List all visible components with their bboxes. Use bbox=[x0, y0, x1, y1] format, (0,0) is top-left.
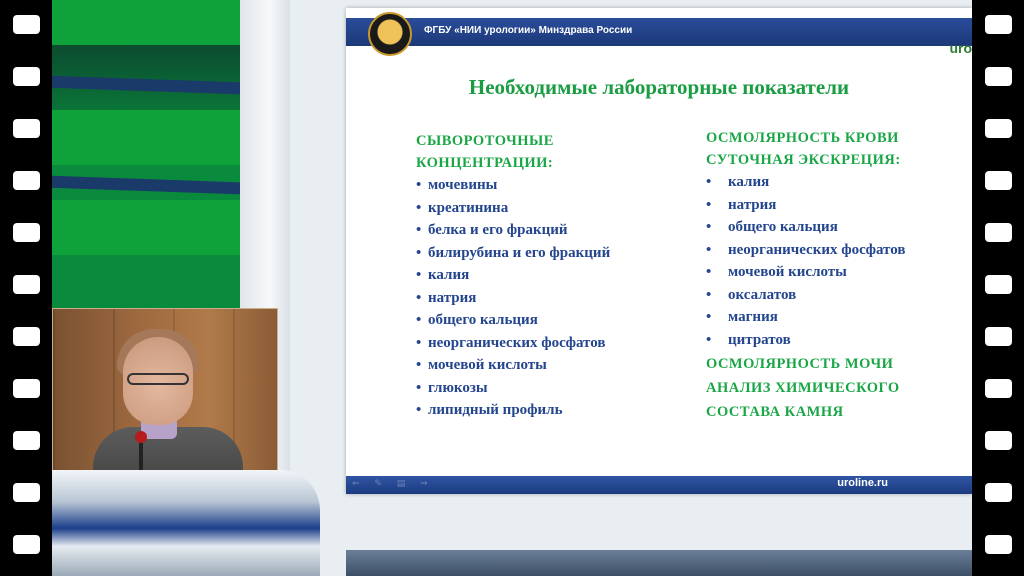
film-hole bbox=[985, 15, 1012, 34]
bullet: • bbox=[416, 199, 422, 216]
film-hole bbox=[985, 483, 1012, 502]
list-item bbox=[706, 194, 905, 217]
film-hole bbox=[13, 535, 40, 554]
right-column bbox=[706, 127, 905, 423]
studio-desk bbox=[52, 470, 320, 576]
film-hole bbox=[985, 223, 1012, 242]
film-hole bbox=[985, 535, 1012, 554]
bullet: • bbox=[416, 334, 422, 351]
list-item bbox=[416, 264, 610, 287]
film-hole bbox=[13, 223, 40, 242]
list-item-text: неорганических фосфатов bbox=[728, 241, 906, 258]
film-hole bbox=[13, 483, 40, 502]
film-strip-left bbox=[0, 0, 52, 576]
film-strip-right bbox=[972, 0, 1024, 576]
bullet: • bbox=[706, 241, 712, 258]
bullet: • bbox=[416, 379, 422, 396]
bullet: • bbox=[416, 312, 422, 328]
list-item bbox=[416, 174, 610, 197]
list-item-text: мочевой кислоты bbox=[428, 357, 547, 373]
list-item bbox=[416, 377, 610, 400]
list-item bbox=[416, 309, 610, 332]
bullet: • bbox=[416, 357, 422, 373]
right-heading: ОСМОЛЯРНОСТЬ КРОВИ bbox=[706, 130, 899, 146]
list-item-text: липидный профиль bbox=[428, 402, 563, 418]
list-item-text: креатинина bbox=[428, 199, 509, 216]
list-item bbox=[416, 242, 610, 265]
list-item bbox=[416, 332, 610, 355]
film-hole bbox=[985, 171, 1012, 190]
film-hole bbox=[13, 67, 40, 86]
film-hole bbox=[13, 171, 40, 190]
list-item-text: общего кальция bbox=[428, 312, 538, 328]
list-item-text: магния bbox=[728, 309, 778, 325]
list-item bbox=[706, 216, 905, 239]
glasses-icon bbox=[127, 373, 189, 385]
list-item bbox=[706, 306, 905, 329]
list-item-text: калия bbox=[428, 267, 470, 283]
list-item-text: глюкозы bbox=[428, 379, 488, 396]
bullet: • bbox=[706, 196, 712, 213]
list-item-text: калия bbox=[728, 174, 770, 190]
site-url: uroline.ru bbox=[837, 477, 888, 489]
list-item bbox=[706, 329, 905, 352]
film-hole bbox=[13, 15, 40, 34]
slide-nav-controls-icon[interactable]: ⇐ ✎ ▤ ⇒ bbox=[352, 479, 434, 489]
bullet: • bbox=[706, 286, 712, 303]
right-heading: СОСТАВА КАМНЯ bbox=[706, 404, 844, 420]
bullet: • bbox=[416, 244, 422, 261]
list-item-text: оксалатов bbox=[728, 286, 797, 303]
film-hole bbox=[985, 327, 1012, 346]
film-hole bbox=[985, 275, 1012, 294]
bullet: • bbox=[416, 222, 422, 238]
list-item bbox=[416, 354, 610, 377]
list-item-text: натрия bbox=[428, 289, 477, 306]
right-heading: ОСМОЛЯРНОСТЬ МОЧИ bbox=[706, 356, 894, 372]
film-hole bbox=[13, 327, 40, 346]
list-item-text: мочевины bbox=[428, 177, 498, 193]
list-item-text: натрия bbox=[728, 196, 777, 213]
film-hole bbox=[13, 431, 40, 450]
bullet: • bbox=[706, 309, 712, 325]
slide-bottom-strip bbox=[346, 550, 972, 576]
film-hole bbox=[13, 275, 40, 294]
film-hole bbox=[985, 119, 1012, 138]
bullet: • bbox=[706, 219, 712, 235]
list-item-text: цитратов bbox=[728, 331, 791, 348]
bullet: • bbox=[416, 402, 422, 418]
list-item-text: белка и его фракций bbox=[428, 222, 568, 238]
right-heading: СУТОЧНАЯ ЭКСКРЕЦИЯ: bbox=[706, 152, 901, 168]
list-item-text: неорганических фосфатов bbox=[428, 334, 606, 351]
microphone-icon bbox=[135, 431, 147, 443]
list-item bbox=[706, 239, 905, 262]
slide-footer-bar bbox=[346, 476, 972, 494]
bullet: • bbox=[416, 177, 422, 193]
film-hole bbox=[13, 379, 40, 398]
bullet: • bbox=[416, 267, 422, 283]
list-item bbox=[416, 219, 610, 242]
bullet: • bbox=[706, 174, 712, 190]
bullet: • bbox=[706, 331, 712, 348]
film-hole bbox=[985, 431, 1012, 450]
left-heading: КОНЦЕНТРАЦИИ: bbox=[416, 155, 554, 171]
institute-logo-icon bbox=[368, 12, 412, 56]
list-item bbox=[416, 399, 610, 422]
film-hole bbox=[13, 119, 40, 138]
list-item bbox=[706, 171, 905, 194]
brand-label: uro bbox=[949, 40, 972, 56]
list-item-text: билирубина и его фракций bbox=[428, 244, 611, 261]
slide-header-bar bbox=[346, 18, 972, 46]
left-heading: СЫВОРОТОЧНЫЕ bbox=[416, 133, 554, 149]
slide-title: Необходимые лабораторные показатели bbox=[468, 75, 850, 99]
film-hole bbox=[985, 67, 1012, 86]
film-hole bbox=[985, 379, 1012, 398]
list-item-text: мочевой кислоты bbox=[728, 264, 847, 280]
right-heading: АНАЛИЗ ХИМИЧЕСКОГО bbox=[706, 380, 900, 396]
list-item bbox=[416, 197, 610, 220]
left-column bbox=[416, 130, 610, 422]
presentation-slide bbox=[346, 8, 972, 494]
bullet: • bbox=[706, 264, 712, 280]
list-item bbox=[706, 284, 905, 307]
list-item-text: общего кальция bbox=[728, 219, 838, 235]
speaker-video bbox=[52, 308, 278, 492]
bullet: • bbox=[416, 289, 422, 306]
list-item bbox=[706, 261, 905, 284]
institution-name: ФГБУ «НИИ урологии» Минздрава России bbox=[424, 25, 633, 36]
list-item bbox=[416, 287, 610, 310]
